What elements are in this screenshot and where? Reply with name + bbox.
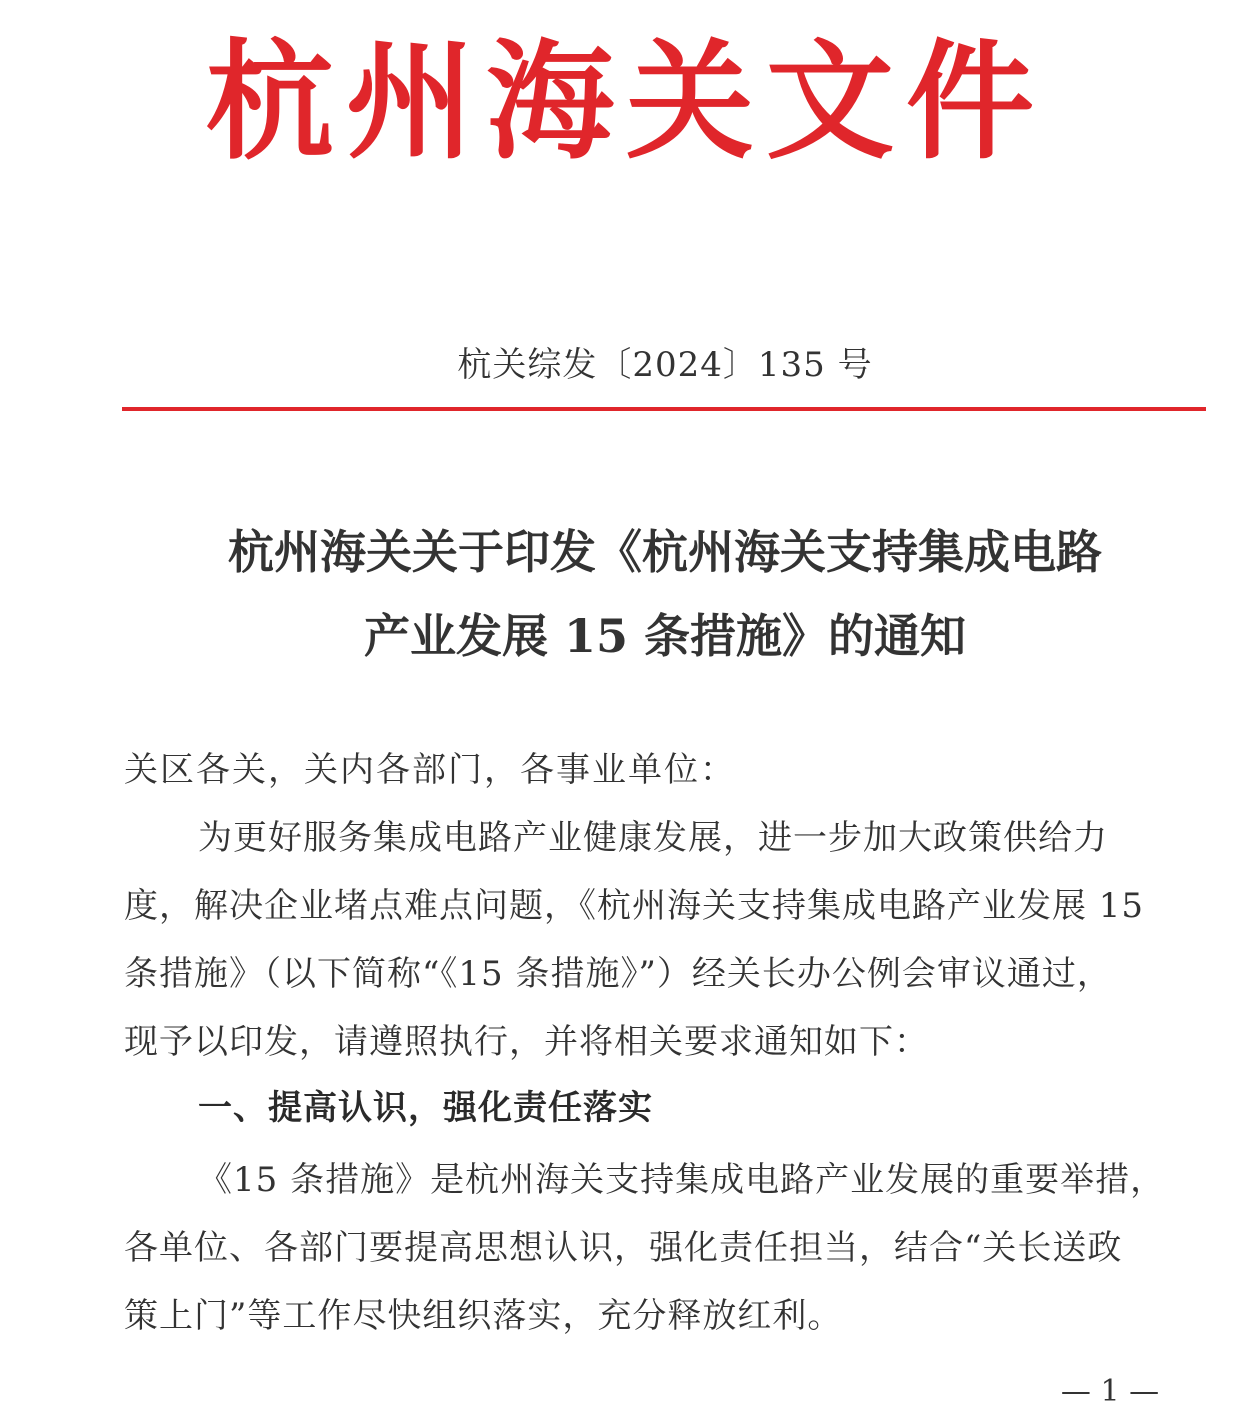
paragraph-line: 现予以印发，请遵照执行，并将相关要求通知如下：	[124, 1022, 929, 1062]
document-title-line: 杭州海关关于印发《杭州海关支持集成电路	[228, 525, 1102, 579]
page-number: — 1 —	[1060, 1374, 1160, 1409]
body-paragraph	[124, 804, 1204, 1076]
paragraph-line: 度，解决企业堵点难点问题，《杭州海关支持集成电路产业发展 15	[124, 886, 1145, 926]
paragraph-line: 为更好服务集成电路产业健康发展，进一步加大政策供给力	[198, 818, 1108, 858]
paragraph-line: 条措施》（以下简称“《15 条措施》”）经关长办公例会审议通过，	[124, 954, 1112, 994]
document-title	[100, 510, 1230, 678]
document-title-line: 产业发展 15 条措施》的通知	[363, 609, 967, 663]
section-heading: 一、提高认识，强化责任落实	[198, 1088, 653, 1128]
masthead-title: 杭州海关文件	[205, 27, 1046, 177]
paragraph-line: 《15 条措施》是杭州海关支持集成电路产业发展的重要举措，	[198, 1160, 1166, 1200]
salutation: 关区各关，关内各部门，各事业单位：	[124, 750, 736, 790]
red-separator-line	[122, 407, 1206, 411]
document-number: 杭关综发〔2024〕135 号	[457, 345, 873, 385]
paragraph-line: 策上门”等工作尽快组织落实，充分释放红利。	[124, 1296, 843, 1336]
body-paragraph	[124, 1146, 1204, 1350]
paragraph-line: 各单位、各部门要提高思想认识，强化责任担当，结合“关长送政	[124, 1228, 1123, 1268]
